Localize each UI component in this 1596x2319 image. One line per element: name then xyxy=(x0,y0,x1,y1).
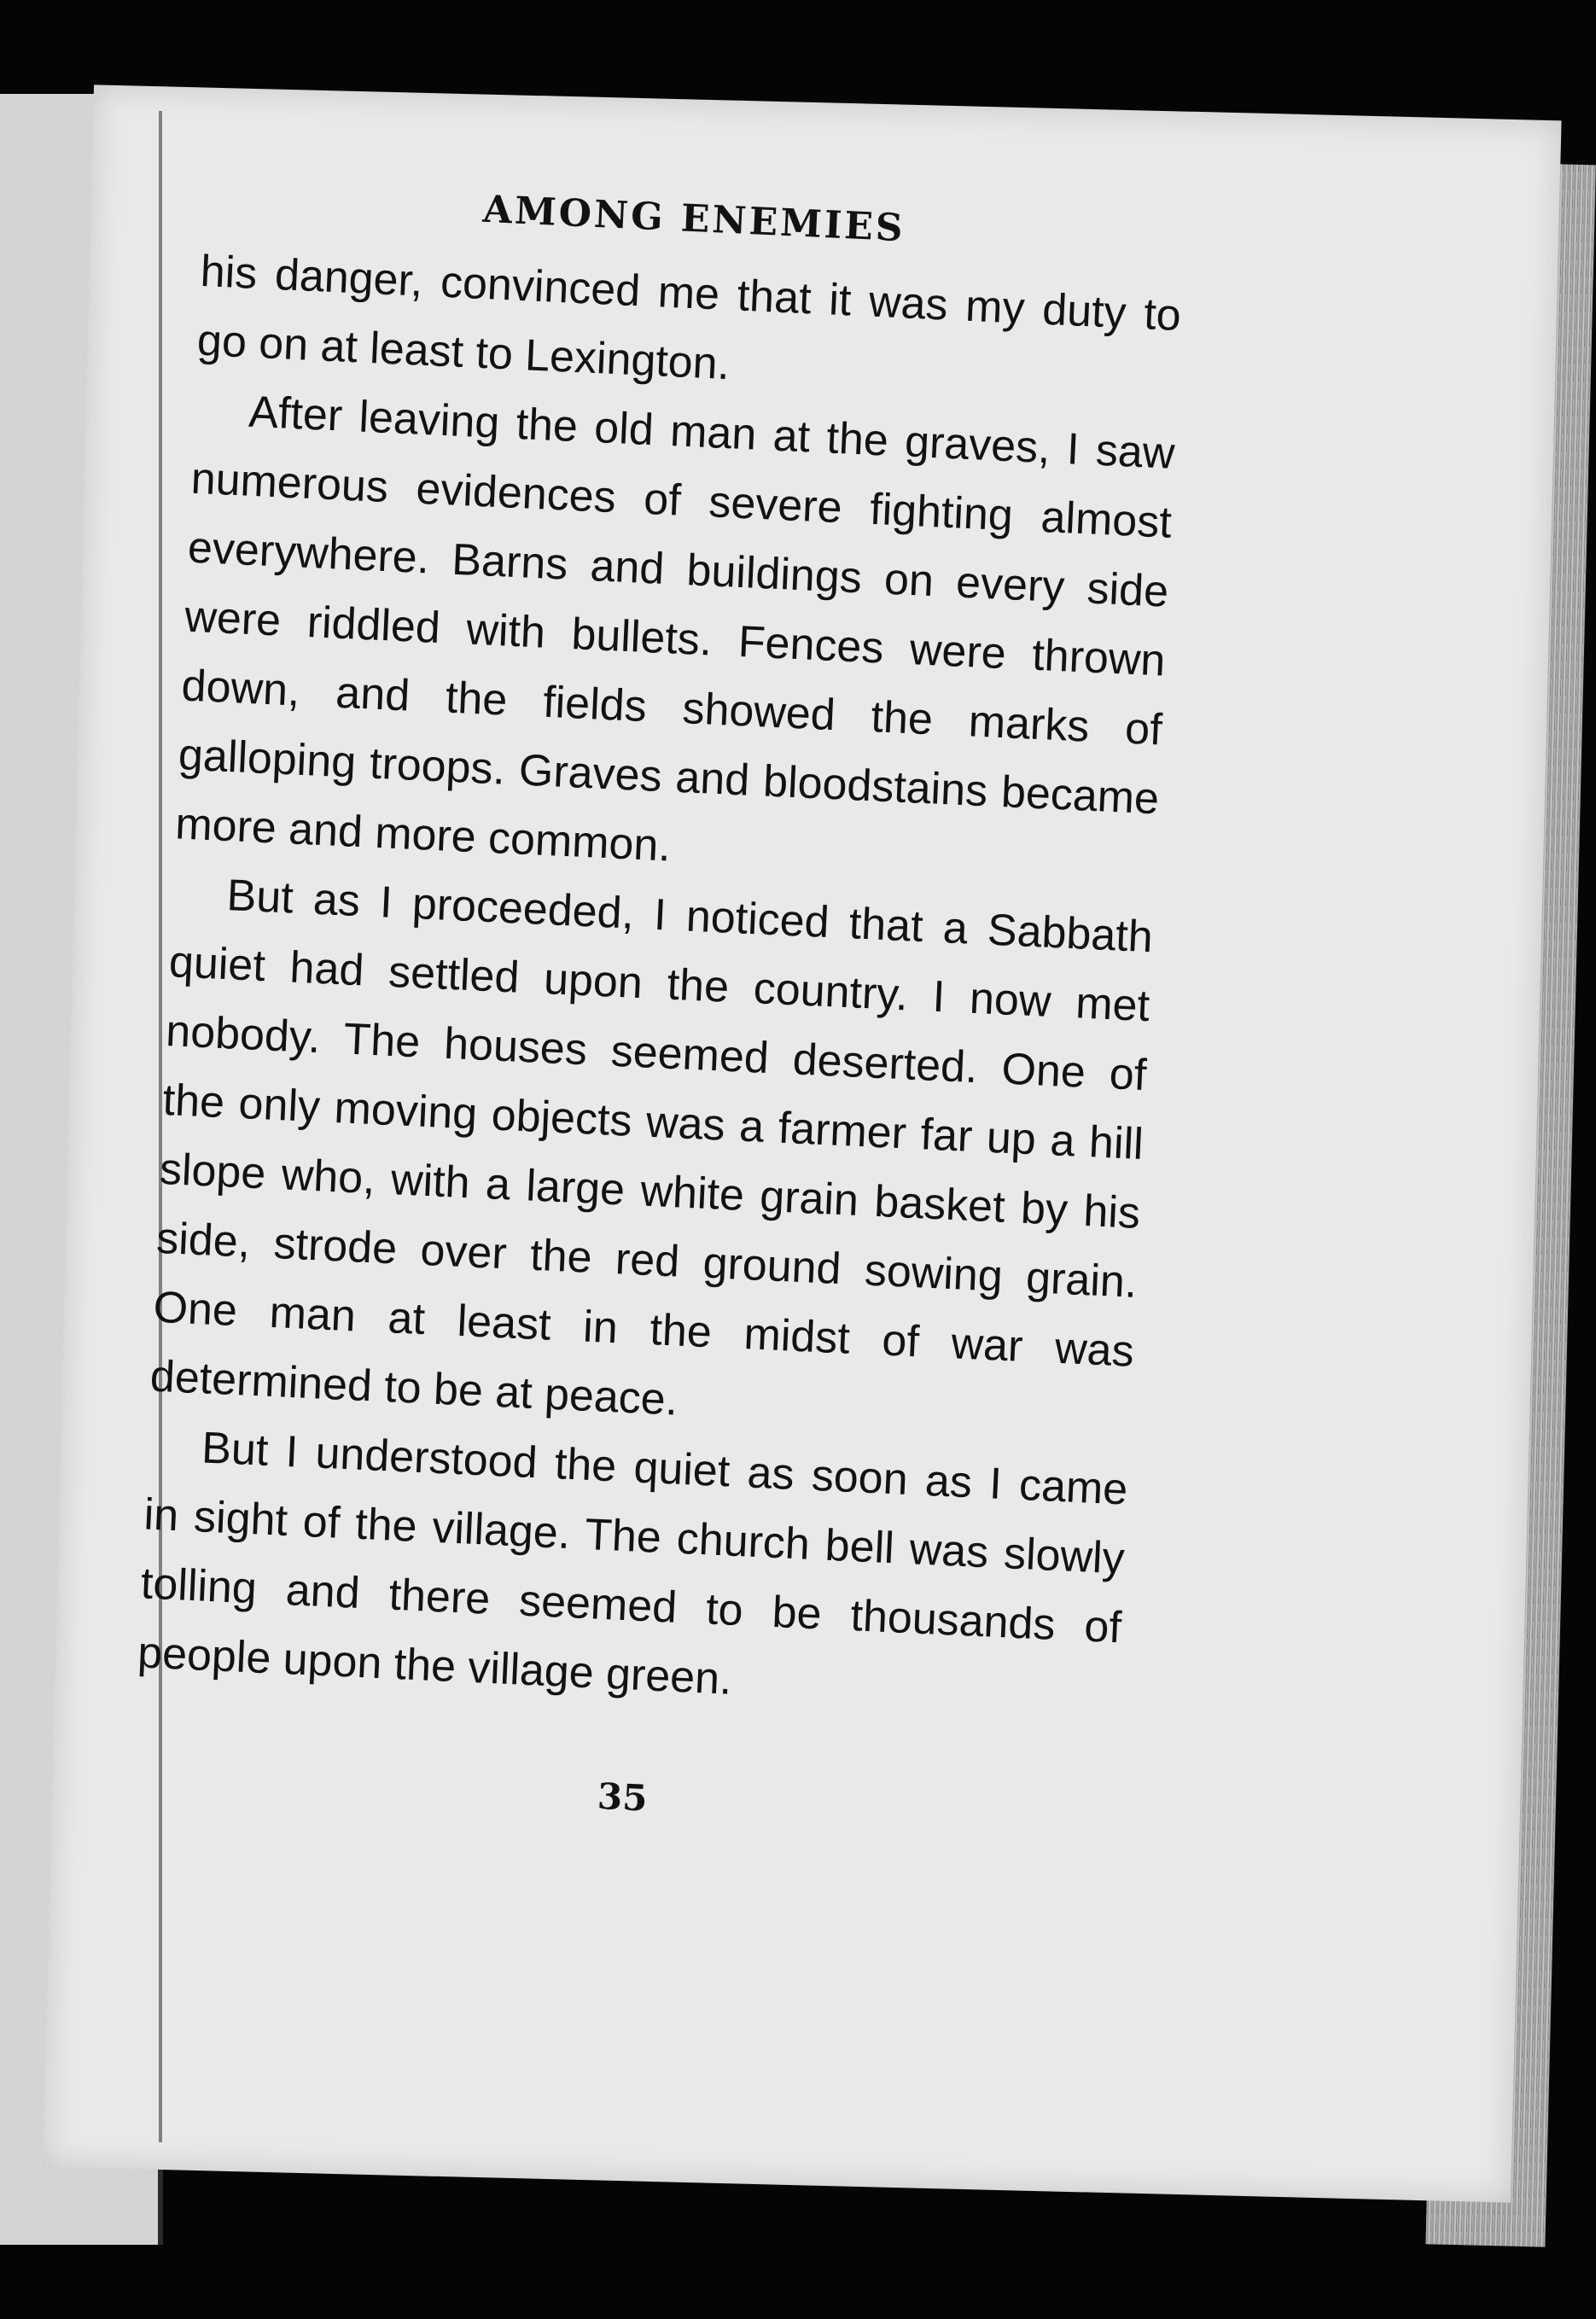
paragraph-4: But I understood the quiet as soon as I came in sight of the village. The church bell was slowly tolling and there seemed to be thousands of people upon the village green. xyxy=(137,1423,1129,1704)
paragraph-2: After leaving the old man at the graves, I saw numerous evidences of severe fighting almost everywhere. Barns and buildings on every side were riddled with bullets. Fences were thrown down, and the fields showed the marks of galloping troops. Graves and bloodstains became more and more common. xyxy=(174,387,1176,871)
paragraph-3: But as I proceeded, I noticed that a Sabbath quiet had settled upon the country. I now met nobody. The houses seemed deserted. One of the only moving objects was a farmer far up a hill slope who, with a large white grain basket by his side, strode over the red ground sowing grain. One man at least in the midst of war was determined to be at peace. xyxy=(149,871,1154,1425)
running-head: AMONG ENEMIES xyxy=(481,187,906,251)
paragraph-1: his danger, convinced me that it was my duty to go on at least to Lexington. xyxy=(195,246,1183,390)
page-number: 35 xyxy=(596,1774,649,1820)
page-text-block xyxy=(131,175,1185,1840)
